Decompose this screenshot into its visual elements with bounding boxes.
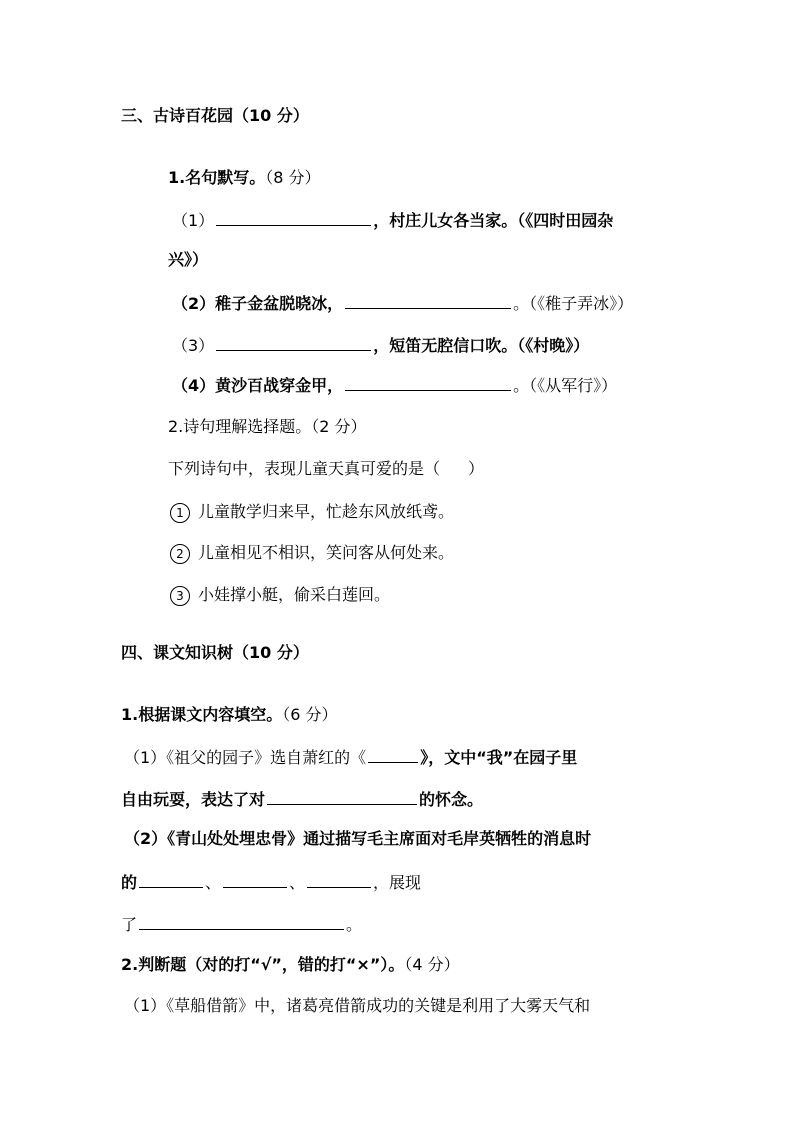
section3-score-unit: 分） — [271, 106, 309, 125]
option-text: 儿童散学归来早，忙趁东风放纸鸢。 — [198, 502, 455, 521]
s4-q2-title: 2.判断题（对的打“√”，错的打“×”）。 — [121, 955, 405, 974]
item-number: （2） — [172, 294, 216, 313]
s4-q1-title: 1.根据课文内容填空。 — [121, 705, 283, 724]
s4-q1-item2-cont2 — [121, 913, 362, 935]
circled-number-icon: 2 — [170, 544, 190, 564]
item-text: 。 — [346, 915, 363, 934]
item-text: 稚子金盆脱晓冰， — [215, 294, 344, 313]
s3-q2-option1 — [170, 502, 454, 523]
answer-blank[interactable] — [216, 209, 371, 226]
option-text: 儿童相见不相识，笑问客从何处来。 — [198, 543, 455, 562]
item-text: ，展现 — [373, 873, 422, 892]
s3-q1-item1 — [172, 209, 613, 231]
item-text: （2）《青山处处埋忠骨》通过描写毛主席面对毛岸英牺牲的消息时 — [124, 829, 592, 848]
s4-q2-points: （4 分） — [404, 955, 460, 974]
s4-q1-heading — [121, 705, 338, 725]
section4-score: 10 — [249, 643, 272, 662]
s3-q1-item2 — [172, 292, 633, 314]
answer-blank[interactable] — [216, 334, 371, 351]
s3-q2-points: （2 分） — [311, 417, 367, 436]
answer-blank[interactable] — [307, 871, 371, 888]
s3-q1-item4 — [172, 374, 617, 396]
answer-blank[interactable] — [345, 374, 511, 391]
item-text: 的 — [121, 873, 138, 892]
item-text: ，村庄儿女各当家。（《四时田园杂 — [373, 211, 614, 230]
s4-q2-item1 — [124, 996, 590, 1016]
s4-q1-points: （6 分） — [282, 705, 338, 724]
circled-number-icon: 3 — [170, 586, 190, 606]
item-text: ，短笛无腔信口吹。（《村晚》） — [373, 336, 590, 355]
answer-blank[interactable] — [223, 871, 287, 888]
item-text: 》，文中“我”在园子里 — [420, 748, 578, 767]
s4-q1-item2-cont — [121, 871, 421, 893]
question-stem-end: ） — [468, 459, 485, 478]
s3-q1-title: 1.名句默写。 — [168, 168, 266, 187]
section3-score: 10 — [249, 106, 272, 125]
separator: 、 — [205, 873, 222, 892]
answer-blank[interactable] — [345, 292, 511, 309]
s3-q1-item3 — [172, 334, 589, 356]
item-text: （1）《祖父的园子》选自萧红的《 — [124, 748, 367, 767]
answer-blank[interactable] — [139, 871, 203, 888]
item-text: 自由玩耍，表达了对 — [121, 790, 266, 809]
item-text: 兴》） — [168, 250, 209, 269]
item-number: （1） — [172, 211, 215, 230]
section3-title: 三、古诗百花园（ — [121, 106, 250, 125]
item-number: （4） — [172, 376, 216, 395]
circled-number-icon: 1 — [170, 503, 190, 523]
s4-q1-item1 — [124, 746, 577, 768]
option-text: 小娃撑小艇，偷采白莲回。 — [198, 585, 391, 604]
s3-q2-heading — [168, 417, 367, 437]
item-number: （3） — [172, 336, 215, 355]
s4-q1-item1-cont — [121, 788, 483, 810]
item-text: 了 — [121, 915, 138, 934]
s3-q1-heading — [168, 168, 321, 188]
section3-heading — [121, 106, 309, 126]
item-text: 的怀念。 — [419, 790, 484, 809]
separator: 、 — [289, 873, 306, 892]
section4-score-unit: 分） — [271, 643, 309, 662]
section4-heading — [121, 643, 309, 663]
item-text: 黄沙百战穿金甲， — [215, 376, 344, 395]
s3-q2-option3 — [170, 585, 390, 606]
s3-q1-points: （8 分） — [265, 168, 321, 187]
s3-q1-item1-cont — [168, 250, 208, 270]
s4-q2-heading — [121, 955, 460, 975]
item-text: （1）《草船借箭》中，诸葛亮借箭成功的关键是利用了大雾天气和 — [124, 996, 591, 1015]
item-text: 。（《稚子弄冰》） — [513, 294, 634, 313]
s3-q2-stem — [168, 459, 484, 479]
answer-blank[interactable] — [267, 788, 417, 805]
s3-q2-title: 2.诗句理解选择题。 — [168, 417, 312, 436]
s4-q1-item2 — [124, 829, 591, 849]
section4-title: 四、课文知识树（ — [121, 643, 250, 662]
item-text: 。（《从军行》） — [513, 376, 618, 395]
s3-q2-option2 — [170, 543, 454, 564]
question-stem: 下列诗句中，表现儿童天真可爱的是（ — [168, 459, 441, 478]
answer-blank[interactable] — [368, 746, 418, 763]
answer-blank[interactable] — [139, 913, 344, 930]
